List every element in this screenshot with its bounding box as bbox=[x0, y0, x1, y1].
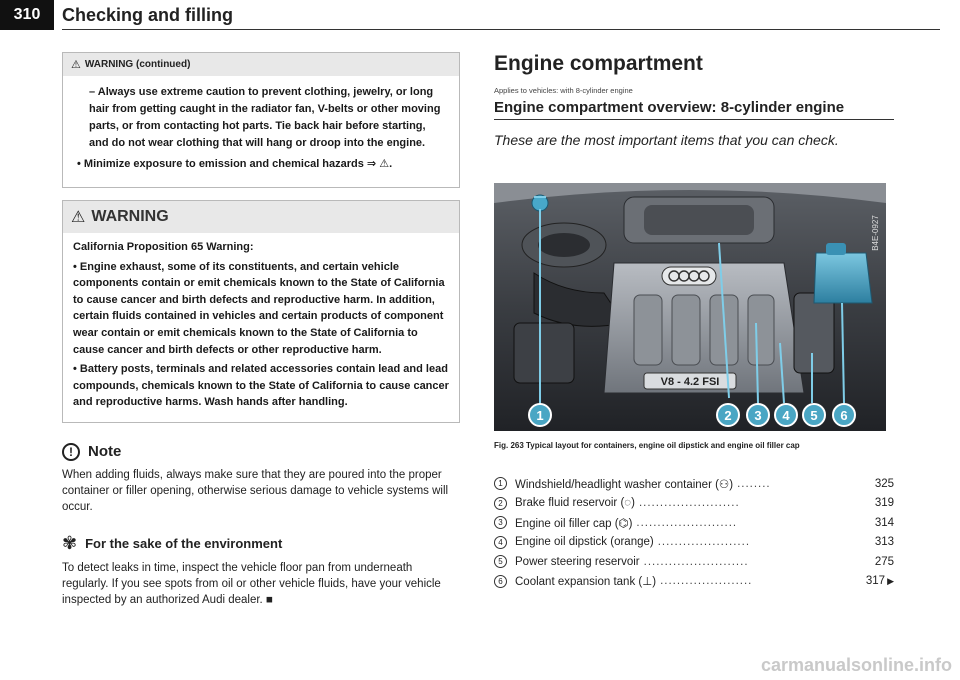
legend-item bbox=[494, 533, 894, 553]
warning-continued-heading bbox=[63, 53, 459, 76]
legend-label: Engine oil filler cap (⌬) bbox=[515, 517, 633, 530]
subtitle-rule bbox=[494, 119, 894, 120]
figure-legend bbox=[494, 474, 894, 591]
legend-leader: ........ bbox=[737, 477, 771, 490]
legend-label: Engine oil dipstick (orange) bbox=[515, 536, 654, 549]
callout-5: 5 bbox=[810, 408, 818, 423]
engine-illustration bbox=[494, 183, 886, 431]
section-subtitle: Engine compartment overview: 8-cylinder engine bbox=[494, 99, 845, 116]
left-column bbox=[62, 52, 460, 608]
header-rule bbox=[62, 29, 940, 30]
leaf-icon: ✾ bbox=[62, 532, 78, 553]
continue-arrow-icon: ▶ bbox=[887, 575, 894, 586]
legend-item bbox=[494, 494, 894, 514]
callout-1: 1 bbox=[536, 408, 544, 423]
environment-label: For the sake of the environment bbox=[85, 535, 283, 551]
legend-item bbox=[494, 474, 894, 494]
legend-label: Power steering reservoir bbox=[515, 555, 640, 568]
applies-to: Applies to vehicles: with 8-cylinder engine bbox=[494, 86, 633, 95]
legend-item bbox=[494, 572, 894, 592]
environment-heading bbox=[62, 533, 460, 554]
section-title: Checking and filling bbox=[62, 5, 234, 25]
figure-caption: Fig. 263 Typical layout for containers, engine oil dipstick and engine oil filler cap bbox=[494, 441, 800, 450]
legend-page: 314 bbox=[874, 516, 894, 529]
legend-leader: ...................... bbox=[657, 536, 751, 549]
legend-leader: ........................ bbox=[636, 516, 738, 529]
legend-item bbox=[494, 552, 894, 572]
callout-4: 4 bbox=[782, 408, 790, 423]
warning-item: • Battery posts, terminals and related accessories contain lead and lead compounds, chemicals known to the State of California to cause cancer and reproductive harms. Wash hands after handling. bbox=[73, 363, 449, 409]
legend-leader: ......................... bbox=[643, 555, 749, 568]
warning-continued-label: WARNING (continued) bbox=[84, 59, 191, 70]
legend-number: 2 bbox=[494, 497, 507, 510]
warning-triangle-icon: ⚠ bbox=[71, 209, 86, 226]
legend-leader: ........................ bbox=[638, 497, 740, 510]
legend-number: 6 bbox=[494, 575, 507, 588]
warning-continued-body bbox=[63, 76, 459, 187]
note-heading bbox=[62, 443, 460, 461]
note-label: Note bbox=[88, 443, 122, 461]
callout-3: 3 bbox=[754, 408, 762, 423]
exclamation-circle-icon: ! bbox=[62, 443, 80, 461]
intro-text: These are the most important items that you can check. bbox=[494, 132, 839, 148]
warning-continued-item: – Always use extreme caution to prevent clothing, jewelry, or long hair from getting caught in the radiator fan, V-belts or other moving parts, or from contacting hot parts. Tie back hair before starting, and do not wear clothing that will hang or droop into the engine. bbox=[89, 86, 441, 149]
legend-number: 4 bbox=[494, 536, 507, 549]
figure-code: B4E-0927 bbox=[871, 215, 880, 251]
legend-number: 3 bbox=[494, 516, 507, 529]
legend-label: Brake fluid reservoir (◌) bbox=[515, 497, 635, 510]
legend-number: 1 bbox=[494, 477, 507, 490]
legend-leader: ...................... bbox=[660, 575, 753, 588]
environment-text: To detect leaks in time, inspect the vehicle floor pan from underneath regularly. If you see spots from oil or other vehicle fluids, have your vehicle inspected by an authorized Audi dealer. ■ bbox=[62, 561, 441, 606]
legend-page: 313 bbox=[874, 536, 894, 549]
legend-page: 317 bbox=[865, 575, 886, 588]
legend-item bbox=[494, 513, 894, 533]
engine-badge: V8 - 4.2 FSI bbox=[660, 376, 720, 388]
watermark: carmanualsonline.info bbox=[760, 655, 952, 675]
legend-page: 325 bbox=[874, 477, 894, 490]
legend-label: Windshield/headlight washer container (⚇) bbox=[515, 478, 734, 491]
warning-heading bbox=[63, 201, 459, 233]
callout-2: 2 bbox=[724, 408, 732, 423]
warning-body bbox=[63, 233, 459, 422]
warning-item: • Engine exhaust, some of its constituents, and certain vehicle components contain or emit chemicals known to the State of California to cause cancer and birth defects and reproductive harm. In addition, certain fluids contained in vehicles and certain products of component wear contain or emit chemicals known to the State of California to cause cancer and birth defects or other reproductive harm. bbox=[73, 260, 445, 356]
engine-figure bbox=[494, 183, 886, 431]
legend-page: 275 bbox=[874, 555, 894, 568]
legend-page: 319 bbox=[874, 497, 894, 510]
warning-continued-box bbox=[62, 52, 460, 188]
warning-label: WARNING bbox=[91, 208, 169, 225]
right-column bbox=[494, 52, 894, 148]
warning-title: California Proposition 65 Warning: bbox=[73, 241, 254, 253]
warning-triangle-icon: ⚠ bbox=[71, 59, 81, 71]
page-title: Engine compartment bbox=[494, 52, 703, 75]
legend-label: Coolant expansion tank (⊥) bbox=[515, 576, 657, 589]
warning-box bbox=[62, 200, 460, 423]
legend-number: 5 bbox=[494, 555, 507, 568]
page-number: 310 bbox=[0, 0, 54, 30]
warning-continued-item: • Minimize exposure to emission and chemical hazards ⇒ ⚠. bbox=[77, 158, 393, 170]
callout-6: 6 bbox=[840, 408, 848, 423]
note-text: When adding fluids, always make sure that they are poured into the proper container or filler opening, otherwise serious damage to vehicle systems will occur. bbox=[62, 468, 449, 513]
